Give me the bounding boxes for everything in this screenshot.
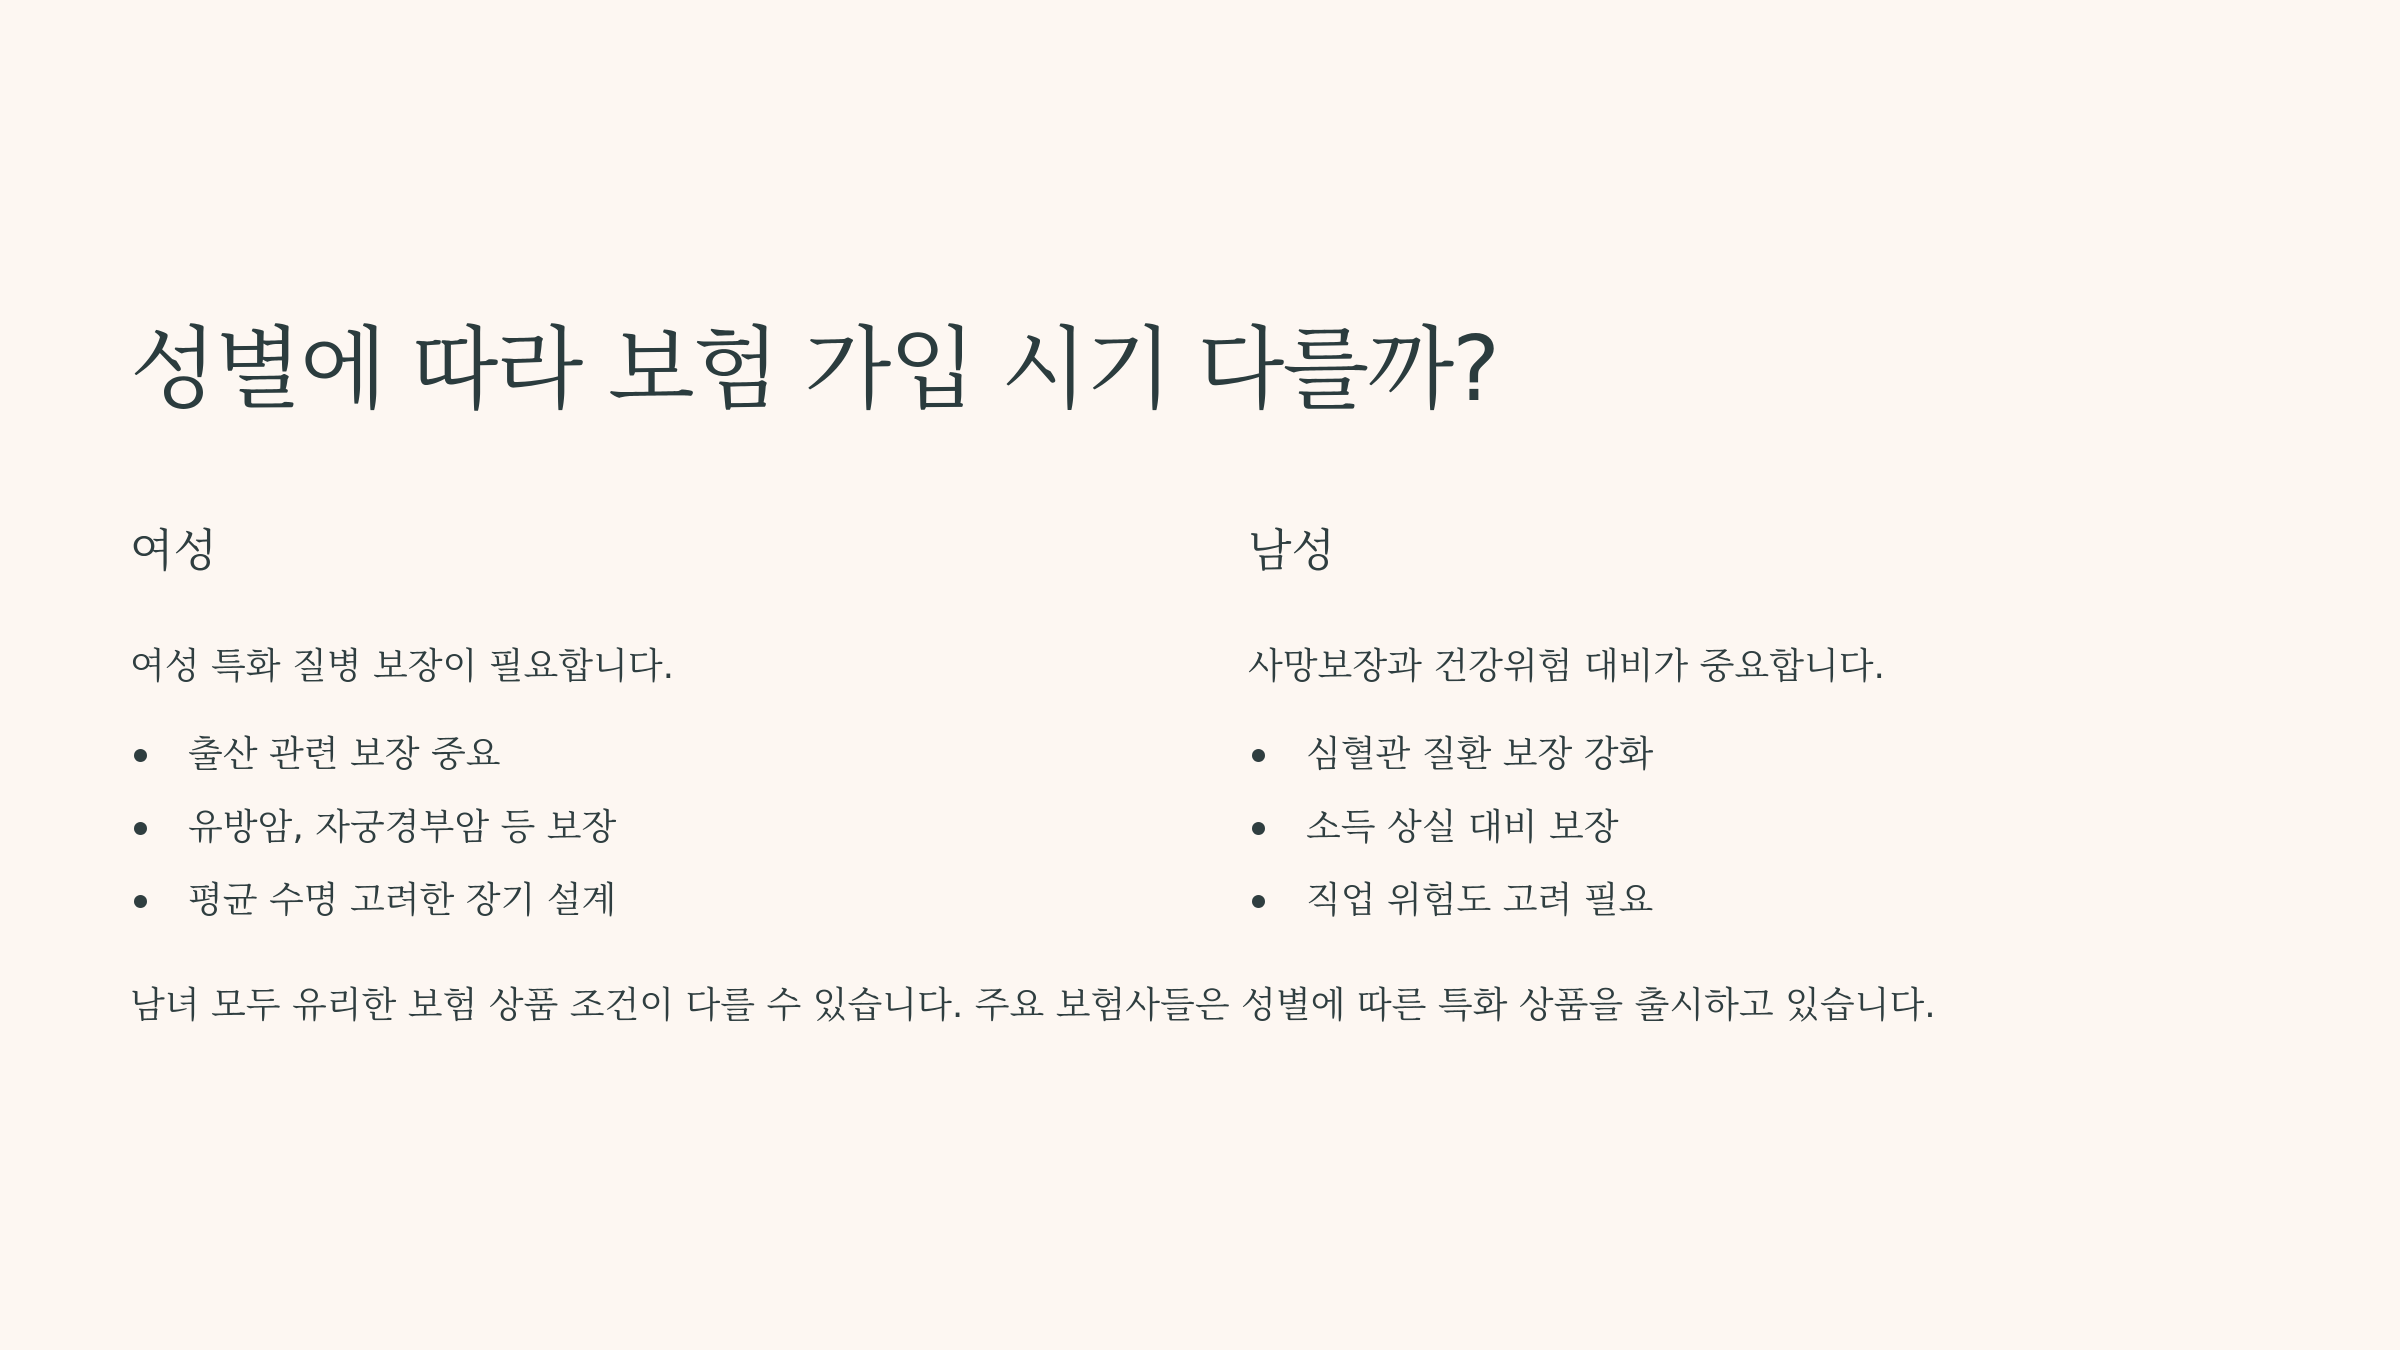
men-heading: 남성 — [1248, 524, 1335, 577]
bullet-dot-icon — [134, 822, 147, 835]
bullet-text: 평균 수명 고려한 장기 설계 — [188, 880, 617, 921]
women-bullet-item — [130, 864, 616, 937]
men-bullet-list — [1248, 718, 1653, 937]
women-description: 여성 특화 질병 보장이 필요합니다. — [130, 646, 675, 687]
bullet-text: 심혈관 질환 보장 강화 — [1306, 734, 1654, 775]
men-bullet-item — [1248, 864, 1653, 937]
bullet-dot-icon — [134, 895, 147, 908]
women-bullet-item — [130, 791, 616, 864]
bullet-text: 유방암, 자궁경부암 등 보장 — [188, 807, 617, 848]
summary-text: 남녀 모두 유리한 보험 상품 조건이 다를 수 있습니다. 주요 보험사들은 성별에 따른 특화 상품을 출시하고 있습니다. — [130, 985, 1936, 1026]
bullet-dot-icon — [1252, 749, 1265, 762]
men-bullet-item — [1248, 791, 1653, 864]
bullet-dot-icon — [1252, 895, 1265, 908]
bullet-text: 출산 관련 보장 중요 — [188, 734, 501, 775]
bullet-dot-icon — [1252, 822, 1265, 835]
bullet-text: 소득 상실 대비 보장 — [1306, 807, 1619, 848]
bullet-dot-icon — [134, 749, 147, 762]
men-bullet-item — [1248, 718, 1653, 791]
men-description: 사망보장과 건강위험 대비가 중요합니다. — [1248, 646, 1885, 687]
men-column — [1248, 515, 2248, 921]
bullet-text: 직업 위험도 고려 필요 — [1306, 880, 1654, 921]
women-bullet-item — [130, 718, 616, 791]
slide-title: 성별에 따라 보험 가입 시기 다를까? — [130, 317, 1498, 422]
women-bullet-list — [130, 718, 616, 937]
women-column — [130, 515, 1130, 921]
women-heading: 여성 — [130, 524, 217, 577]
